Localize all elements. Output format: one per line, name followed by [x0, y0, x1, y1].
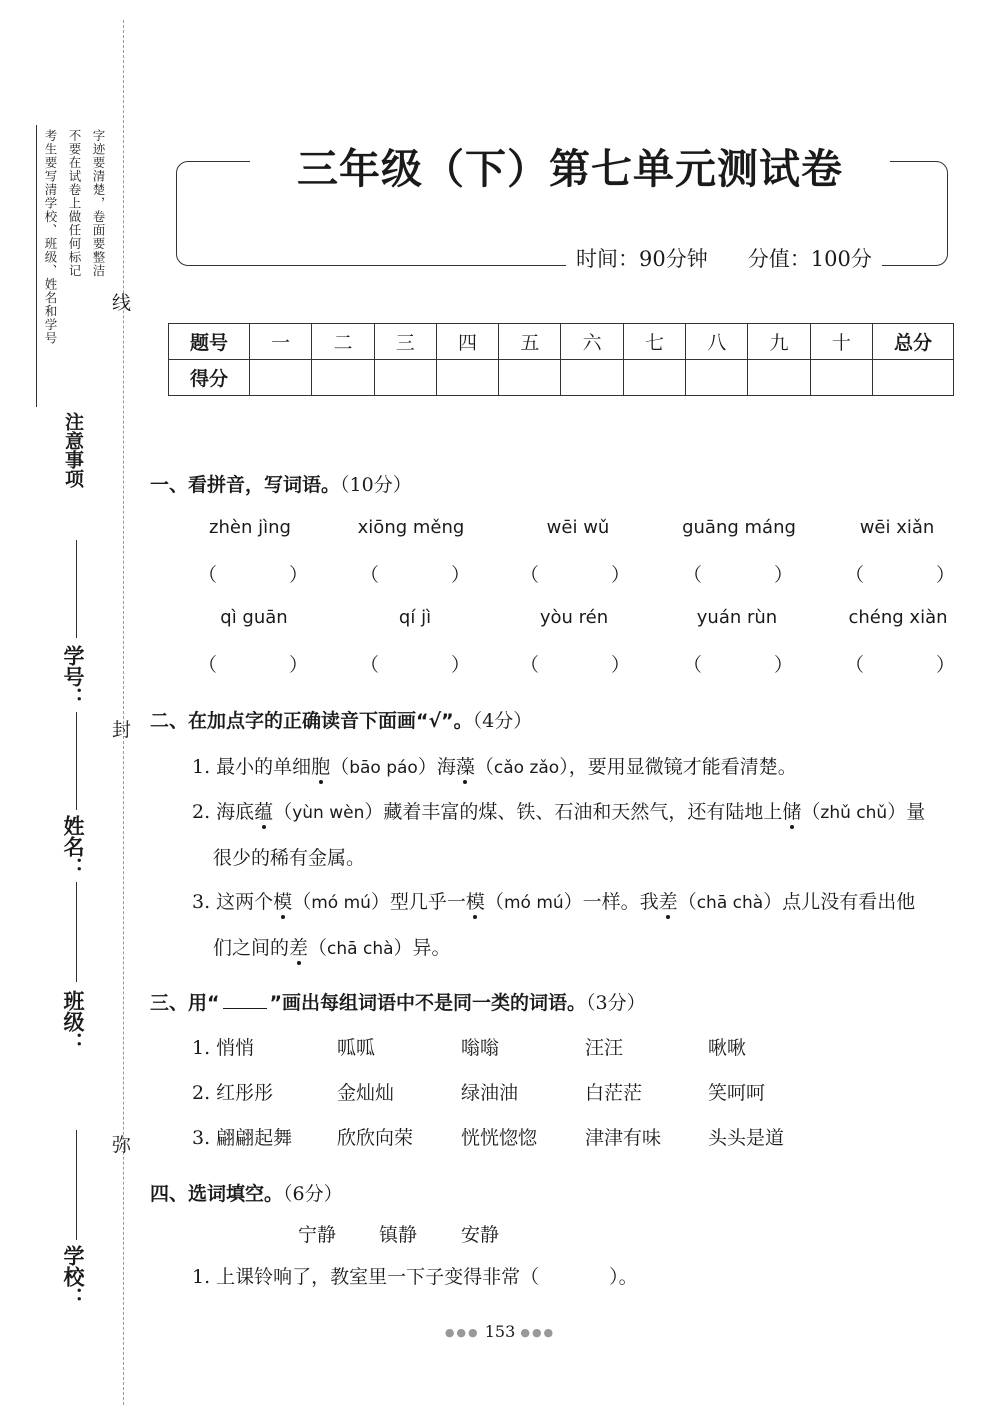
name-label: 姓名：: [61, 815, 85, 878]
pinyin-2-3: yòu rén: [539, 607, 609, 628]
col-10: 十: [810, 324, 872, 360]
section-3-heading-post: ”画出每组词语中不是同一类的词语。: [269, 992, 586, 1014]
word-item[interactable]: 白茫茫: [585, 1082, 643, 1104]
section-3-points: （3分）: [586, 992, 646, 1014]
underline-sample: [223, 1008, 267, 1009]
page-footer: [0, 1322, 1000, 1341]
section-2-q2: 2. 海底蕴（yùn wèn）藏着丰富的煤、铁、石油和天然气，还有陆地上储（zhǔ chǔ）量: [192, 801, 926, 823]
answer-box[interactable]: （ ）: [683, 564, 793, 586]
pinyin-1-3: wēi wǔ: [546, 517, 610, 538]
note-line-1: 考生要写清学校、班级、姓名和学号: [43, 129, 58, 345]
footer-dots-icon: ●●●: [520, 1326, 556, 1339]
word-item[interactable]: 恍恍惚惚: [461, 1127, 538, 1149]
student-id-label: 学号：: [61, 645, 85, 708]
dotted-char: 模: [273, 891, 293, 913]
word-item[interactable]: 绿油油: [461, 1082, 519, 1104]
col-1: 一: [250, 324, 312, 360]
score-cell[interactable]: [312, 360, 374, 396]
score-cell-total[interactable]: [873, 360, 954, 396]
class-line[interactable]: [76, 882, 77, 982]
answer-box[interactable]: （ ）: [360, 564, 470, 586]
pinyin-2-5: chéng xiàn: [848, 607, 948, 628]
col-4: 四: [436, 324, 498, 360]
score-cell[interactable]: [748, 360, 810, 396]
pinyin-2-4: yuán rùn: [696, 607, 778, 628]
pinyin-choice[interactable]: mó mú: [311, 893, 371, 913]
word-item[interactable]: 汪汪: [585, 1037, 624, 1059]
section-2-q1: 1. 最小的单细胞（bāo páo）海藻（cǎo zǎo），要用显微镜才能看清楚。: [192, 756, 797, 778]
cut-mark-line: 线: [112, 292, 132, 314]
notes-label: 注意事项: [62, 412, 84, 488]
col-total: 总分: [873, 324, 954, 360]
word-item[interactable]: 金灿灿: [337, 1082, 395, 1104]
word-item[interactable]: 头头是道: [708, 1127, 785, 1149]
score-cell[interactable]: [623, 360, 685, 396]
time-limit: 时间：90分钟: [576, 247, 708, 271]
page-title: 三年级（下）第七单元测试卷: [250, 136, 890, 195]
notes-box: [36, 125, 109, 407]
word-item[interactable]: 啾啾: [708, 1037, 747, 1059]
cut-mark-seal: 封: [112, 719, 132, 741]
school-line[interactable]: [76, 1130, 77, 1240]
class-label: 班级：: [61, 990, 85, 1053]
section-4-heading: 四、选词填空。: [150, 1183, 284, 1205]
pinyin-choice[interactable]: mó mú: [503, 893, 564, 913]
section-4-title: [150, 1179, 343, 1206]
pinyin-choice[interactable]: chā chà: [696, 893, 764, 913]
pinyin-2-1: qì guān: [220, 607, 288, 628]
col-3: 三: [374, 324, 436, 360]
word-choice: 安静: [461, 1224, 500, 1246]
dotted-char: 模: [465, 891, 485, 913]
score-cell[interactable]: [436, 360, 498, 396]
pinyin-choice[interactable]: bāo páo: [349, 758, 418, 778]
pinyin-choice[interactable]: cǎo zǎo: [493, 758, 560, 778]
score-table-score-row: [169, 360, 954, 396]
dotted-char: 胞: [311, 756, 331, 778]
dotted-char: 差: [658, 891, 678, 913]
pinyin-2-2: qí jì: [398, 607, 432, 628]
section-2-title: [150, 706, 532, 733]
page-number: 153: [484, 1322, 516, 1341]
dotted-char: 藻: [455, 756, 475, 778]
pinyin-1-2: xiōng měng: [357, 517, 465, 538]
section-2-q3-cont: 们之间的差（chā chà）异。: [213, 937, 451, 959]
word-item[interactable]: 呱呱: [337, 1037, 376, 1059]
word-item[interactable]: 欣欣向荣: [337, 1127, 414, 1149]
question-number-label: 题号: [169, 324, 250, 360]
section-3-heading-pre: 三、用“: [150, 992, 220, 1014]
word-item[interactable]: 嗡嗡: [461, 1037, 500, 1059]
section-4-q1: 1. 上课铃响了，教室里一下子变得非常（ ）。: [192, 1266, 638, 1288]
answer-box[interactable]: （ ）: [198, 654, 308, 676]
section-2-q2-cont: 很少的稀有金属。: [213, 847, 366, 869]
pinyin-1-4: guāng máng: [682, 517, 796, 538]
section-4-points: （6分）: [283, 1183, 343, 1205]
col-6: 六: [561, 324, 623, 360]
col-8: 八: [686, 324, 748, 360]
answer-box[interactable]: （ ）: [520, 564, 630, 586]
col-2: 二: [312, 324, 374, 360]
pinyin-1-5: wēi xiǎn: [859, 517, 935, 538]
score-cell[interactable]: [374, 360, 436, 396]
student-id-line[interactable]: [76, 540, 77, 638]
score-cell[interactable]: [810, 360, 872, 396]
col-7: 七: [623, 324, 685, 360]
answer-box[interactable]: （ ）: [360, 654, 470, 676]
dotted-char: 差: [289, 937, 309, 959]
answer-box[interactable]: （ ）: [198, 564, 308, 586]
word-item[interactable]: 3. 翩翩起舞: [192, 1127, 293, 1149]
answer-box[interactable]: （ ）: [683, 654, 793, 676]
section-2-points: （4分）: [472, 710, 533, 732]
cut-mark-mi: 弥: [112, 1134, 132, 1156]
answer-box[interactable]: （ ）: [845, 654, 955, 676]
col-9: 九: [748, 324, 810, 360]
score-cell[interactable]: [250, 360, 312, 396]
pinyin-1-1: zhèn jìng: [209, 517, 291, 538]
word-item[interactable]: 1. 悄悄: [192, 1037, 255, 1059]
note-line-2: 不要在试卷上做任何标记: [67, 129, 82, 278]
section-1-heading: 一、看拼音，写词语。: [150, 474, 341, 496]
score-table-header-row: [169, 324, 954, 360]
score-cell[interactable]: [686, 360, 748, 396]
footer-dots-icon: ●●●: [444, 1326, 480, 1339]
word-choice: 宁静: [298, 1224, 337, 1246]
col-5: 五: [499, 324, 561, 360]
score-table: [168, 323, 954, 396]
pinyin-choice[interactable]: yùn wèn: [292, 803, 365, 823]
word-item[interactable]: 津津有味: [585, 1127, 662, 1149]
dotted-char: 蕴: [254, 801, 274, 823]
note-line-3: 字迹要清楚，卷面要整洁: [91, 129, 106, 278]
section-2-q3: 3. 这两个模（mó mú）型几乎一模（mó mú）一样。我差（chā chà）点儿没有看出他: [192, 891, 916, 913]
binding-dashed-line: [123, 20, 124, 1405]
answer-box[interactable]: （ ）: [845, 564, 955, 586]
section-1-title: [150, 470, 412, 497]
pinyin-choice[interactable]: zhǔ chǔ: [820, 803, 888, 823]
dotted-char: 储: [782, 801, 802, 823]
name-line[interactable]: [76, 712, 77, 810]
total-score: 分值：100分: [747, 247, 872, 271]
answer-box[interactable]: （ ）: [520, 654, 630, 676]
pinyin-choice[interactable]: chā chà: [327, 939, 394, 959]
word-choice: 镇静: [379, 1224, 418, 1246]
section-3-title: [150, 988, 646, 1015]
section-2-heading: 二、在加点字的正确读音下面画“√”。: [150, 710, 473, 732]
score-cell[interactable]: [561, 360, 623, 396]
score-cell[interactable]: [499, 360, 561, 396]
word-item[interactable]: 2. 红彤彤: [192, 1082, 274, 1104]
score-label: 得分: [169, 360, 250, 396]
section-1-points: （10分）: [340, 474, 412, 496]
exam-info: [566, 243, 882, 273]
school-label: 学校：: [61, 1245, 85, 1308]
word-item[interactable]: 笑呵呵: [708, 1082, 766, 1104]
